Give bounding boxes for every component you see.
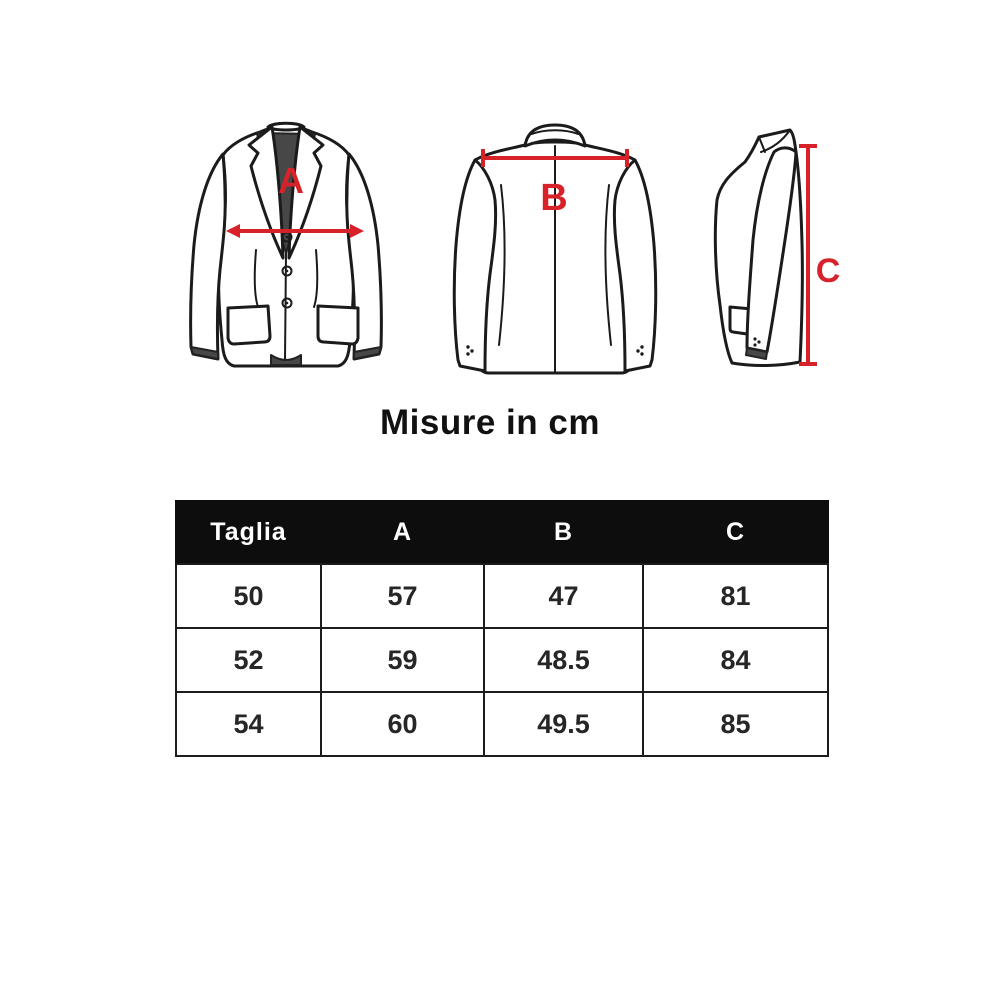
measure-label-b: B — [540, 177, 568, 219]
cell-measure-c: 81 — [643, 564, 828, 628]
measure-label-c: C — [815, 252, 841, 290]
cell-measure-b: 49.5 — [484, 692, 643, 756]
col-header-b: B — [484, 501, 643, 564]
cell-measure-b: 48.5 — [484, 628, 643, 692]
cell-measure-c: 85 — [643, 692, 828, 756]
size-table-body — [176, 564, 828, 756]
header-row — [176, 501, 828, 564]
front-pocket-left — [228, 306, 270, 344]
cell-measure-c: 84 — [643, 628, 828, 692]
cell-size: 50 — [176, 564, 321, 628]
jacket-back-view-drawing — [435, 100, 695, 390]
cell-size: 54 — [176, 692, 321, 756]
cell-size: 52 — [176, 628, 321, 692]
measure-c-dimension — [799, 146, 840, 364]
size-table-header — [176, 501, 828, 564]
jacket-side-body — [715, 130, 802, 366]
table-row — [176, 692, 828, 756]
cell-measure-a: 60 — [321, 692, 484, 756]
jacket-front-view-drawing — [160, 100, 410, 390]
jacket-side-view-drawing — [695, 100, 853, 390]
front-pocket-right — [318, 306, 358, 344]
table-row — [176, 564, 828, 628]
col-header-c: C — [643, 501, 828, 564]
col-header-taglia: Taglia — [176, 501, 321, 564]
cell-measure-a: 59 — [321, 628, 484, 692]
measure-label-a: A — [278, 160, 304, 201]
cell-measure-a: 57 — [321, 564, 484, 628]
col-header-a: A — [321, 501, 484, 564]
page-title: Misure in cm — [380, 403, 600, 442]
table-row — [176, 628, 828, 692]
cell-measure-b: 47 — [484, 564, 643, 628]
size-table — [175, 500, 829, 757]
